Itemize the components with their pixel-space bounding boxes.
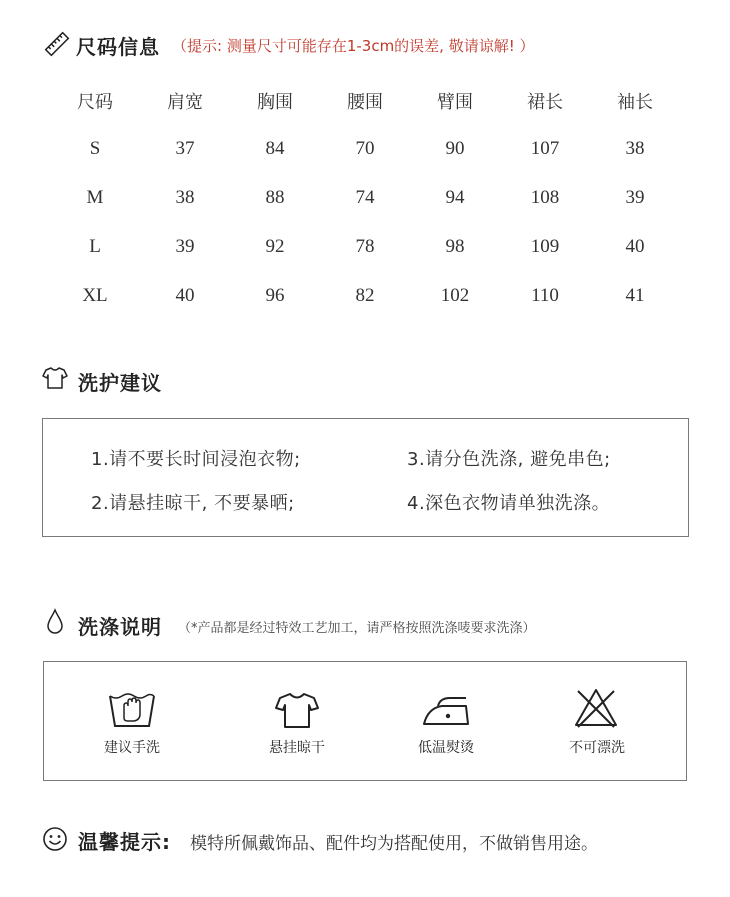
table-cell: 38	[625, 137, 645, 159]
table-cell: 107	[530, 137, 560, 159]
header-cell: 胸围	[257, 92, 293, 113]
table-cell: 70	[355, 137, 375, 159]
table-cell: 108	[530, 186, 560, 208]
table-cell: 94	[445, 186, 465, 208]
wash-label: 建议手洗	[104, 740, 160, 756]
no-bleach-icon	[573, 687, 619, 729]
table-cell: 41	[625, 284, 645, 306]
table-cell: 37	[175, 137, 195, 159]
table-row	[50, 173, 680, 222]
hand-wash-icon	[108, 688, 156, 730]
table-row	[50, 271, 680, 320]
header-cell: 腰围	[347, 92, 383, 113]
table-cell: 38	[175, 186, 195, 208]
size-table-header	[50, 86, 680, 116]
header-cell: 肩宽	[167, 92, 203, 113]
table-cell: 109	[530, 235, 560, 257]
header-cell: 裙长	[527, 92, 563, 113]
care-tip: 3.请分色洗涤, 避免串色;	[407, 449, 611, 470]
tip-title: 温馨提示:	[78, 830, 171, 854]
table-cell: 74	[355, 186, 375, 208]
table-cell: 92	[265, 235, 285, 257]
table-cell: 78	[355, 235, 375, 257]
header-cell: 臂围	[437, 92, 473, 113]
hang-dry-icon	[274, 690, 320, 730]
table-cell: 82	[355, 284, 375, 306]
size-hint: （提示: 测量尺寸可能存在1-3cm的误差, 敬请谅解! ）	[172, 37, 535, 55]
table-cell: 102	[440, 284, 470, 306]
water-drop-icon	[45, 608, 65, 636]
tip-text: 模特所佩戴饰品、配件均为搭配使用，不做销售用途。	[190, 834, 598, 854]
table-cell: 96	[265, 284, 285, 306]
care-tip: 1.请不要长时间浸泡衣物;	[91, 449, 301, 470]
table-cell: L	[89, 235, 101, 257]
care-tips-box	[42, 418, 689, 537]
wash-label: 低温熨烫	[418, 740, 474, 756]
size-section-title: 尺码信息	[76, 35, 160, 59]
tshirt-icon	[42, 366, 68, 390]
size-table	[50, 86, 680, 320]
table-cell: 40	[175, 284, 195, 306]
wash-symbols-box	[43, 661, 687, 781]
table-cell: 84	[265, 137, 285, 159]
table-cell: 98	[445, 235, 465, 257]
table-row	[50, 124, 680, 173]
wash-section-title: 洗涤说明	[78, 615, 162, 639]
table-cell: M	[86, 186, 104, 208]
table-cell: 110	[531, 284, 559, 306]
table-cell: S	[89, 137, 101, 159]
header-cell: 尺码	[77, 92, 113, 113]
wash-hint: （*产品都是经过特效工艺加工，请严格按照洗涤唛要求洗涤）	[178, 621, 536, 636]
wash-label: 不可漂洗	[569, 740, 625, 756]
wash-label: 悬挂晾干	[269, 740, 325, 756]
table-row	[50, 222, 680, 271]
table-cell: XL	[82, 284, 108, 306]
table-cell: 40	[625, 235, 645, 257]
header-cell: 袖长	[617, 92, 653, 113]
table-cell: 39	[175, 235, 195, 257]
smiley-icon	[42, 826, 68, 852]
table-cell: 88	[265, 186, 285, 208]
care-tip: 4.深色衣物请单独洗涤。	[407, 493, 611, 514]
low-temp-iron-icon	[420, 694, 472, 728]
care-tip: 2.请悬挂晾干, 不要暴晒;	[91, 493, 295, 514]
ruler-icon	[44, 31, 70, 57]
table-cell: 39	[625, 186, 645, 208]
care-section-title: 洗护建议	[78, 371, 162, 395]
table-cell: 90	[445, 137, 465, 159]
